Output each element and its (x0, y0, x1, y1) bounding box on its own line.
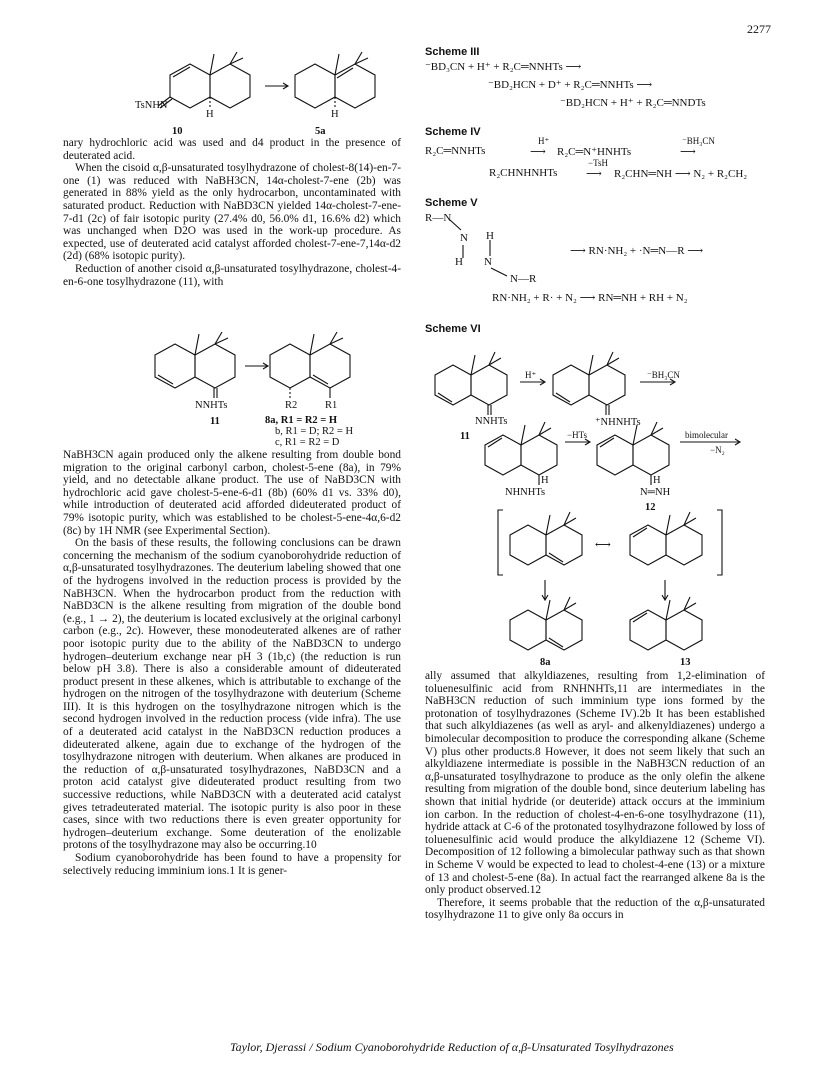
scheme-5-bonds (425, 210, 505, 290)
legend-8b: b, R1 = D; R2 = H (275, 426, 354, 437)
scheme-4-arrow3: ⟶ (586, 168, 602, 180)
scheme-6-label-8a: 8a (540, 657, 551, 668)
page-number: 2277 (747, 22, 771, 36)
paragraph-text: When the cisoid α,β-unsaturated tosylhydrazone of cholest-8(14)-en-7-one (1) was reduced with NaBH3CN, 14α-cholest-7-ene (2b) was generated in 88% yield as the only hydrocarbon, uncontaminated with saturated product. Reduction with NaBD3CN yielded 14α-cholest-7-ene-7-d1 (2c) of fair isotopic purity (27.4% d0, 56.0% d1, 16.6% d2) which was unchanged when D2O was used in the work-up procedure. As expected, use of deuterated acid catalyst afforded cholest-7-ene-7,14α-d2 (2d) (68% isotopic purity). (63, 162, 401, 263)
scheme-4-eq2-b: R₂CHN═NH ⟶ N₂ + R₂CH₂ (614, 168, 748, 180)
scheme-6-minus-hts: −HTs (567, 430, 587, 440)
scheme-4-eq1-a: R₂C═NNHTs (425, 145, 486, 157)
scheme-5-bottom: RN·NH₂ + R· + N₂ ⟶ RN═NH + RH + N₂ (492, 292, 688, 304)
scheme-3-eq1: ⁻BD₃CN + H⁺ + R₂C═NNHTs ⟶ (425, 61, 582, 73)
scheme-4-eq1-b: R₂C═N⁺HNHTs (557, 146, 632, 158)
scheme-6-label-11: 11 (460, 431, 470, 442)
scheme-4-arrow1: ⟶ (530, 146, 546, 158)
h-label-right: H (331, 109, 339, 120)
scheme-6-n-nh: N═NH (640, 487, 671, 498)
scheme-6-structures-svg (425, 330, 765, 670)
scheme-6-h-b: H (653, 475, 661, 486)
scheme-5-arrow-text: ⟶ RN·NH₂ + ·N═N—R ⟶ (570, 245, 704, 257)
scheme-6-minus-n2: −N₂ (710, 445, 725, 455)
compound-label-10: 10 (172, 126, 183, 137)
scheme-6-title: Scheme VI (425, 323, 481, 335)
scheme-4-arrow2: ⟶ (680, 146, 696, 158)
scheme-5-nr: N—R (510, 273, 537, 285)
paragraph-text: Reduction of another cisoid α,β-unsaturated tosylhydrazone, cholest-4-en-6-one tosylhydrazone (11), with (63, 262, 401, 288)
scheme-6-label-12: 12 (645, 502, 656, 513)
h-label-left: H (206, 109, 214, 120)
legend-8c: c, R1 = R2 = D (275, 437, 340, 448)
scheme-6-label-13: 13 (680, 657, 691, 668)
paragraph-text: Therefore, it seems probable that the reduction of the α,β-unsaturated tosylhydrazone 11 to give only 8a occurs in (425, 896, 765, 922)
structure-figure-middle (140, 320, 370, 448)
tsnhn-label: TsNHN (135, 100, 168, 111)
paragraph-text: NaBH3CN again produced only the alkene resulting from double bond migration to the original carbonyl carbon, cholest-5-ene (8a), in 79% yield, and no detectable alkane product. The use of NaBD3CN with hydrochloric acid gave cholest-5-ene-6-d1 (8b) (60% d1 vs. 33% d0), while introduction of deuterated acid afforded dideuterated product of 79% isotopic purity, which was established to be cholest-5-ene-4α,6-d2 (8c) by 1H NMR (see Experimental Section). (63, 449, 401, 537)
paragraph-text: nary hydrochloric acid was used and d4 product in the presence of deuterated acid. (63, 137, 401, 162)
paragraph-text: On the basis of these results, the following conclusions can be drawn concerning the mechanism of the sodium cyanoborohydride reduction of α,β-unsaturated tosylhydrazones. The deuterium labeling showed that one of the hydrogens involved in the reduction process is provided by the NaBH3CN. When the hydrocarbon product from the reduction with NaBD3CN is the alkene resulting from migration of the double bond (e.g., 1 → 2), the deuterium is located exclusively at the original carbonyl carbon (e.g., 2c). However, these monodeuterated alkenes are of rather poor isotopic purity due to the ability of the NaBD3CN to undergo hydrogen–deuterium exchange near pH 3 (1b,c) (the reduction is run below pH 3.8). There is also a considerable amount of dideuterated product present in these alkenes, which is attributable to exchange of the hydrogen on the nitrogen of the tosylhydrazone with deuterium (Scheme III). It is this hydrogen on the tosylhydrazone nitrogen which is the second hydrogen involved in the reduction process (vide infra). The use of a deuterated acid catalyst in the NaBD3CN reduction produces a dideuterated alkene, again due to exchange of the hydrogen of the tosylhydrazone nitrogen with deuterium. When alkanes are produced in the reduction of α,β-unsaturated tosylhydrazones, NaBD3CN and a proton acid catalyst give dideuterated product resulting from two successive reductions, while NaBD3CN with a deuterated acid catalyst gives tetradeuterated material. The isotopic purity is also poor in these cases, since with two reductions there is even greater opportunity for hydrogen–deuterium exchange. Some deuteration of the enolizable protons of the tosylhydrazone may also be occurring.10 (63, 537, 401, 852)
scheme-3-eq2: ⁻BD₂HCN + D⁺ + R₂C═NNHTs ⟶ (488, 79, 653, 91)
scheme-6-bimolecular: bimolecular (685, 430, 728, 440)
scheme-3-eq3: ⁻BD₂HCN + H⁺ + R₂C═NNDTs (560, 97, 706, 109)
left-paragraph-block-1 (63, 137, 401, 288)
scheme-5-title: Scheme V (425, 197, 478, 209)
compound-label-5a: 5a (315, 126, 326, 137)
running-footer: Taylor, Djerassi / Sodium Cyanoborohydride Reduction of α,β-Unsaturated Tosylhydrazones (230, 1040, 674, 1054)
r2-label: R2 (285, 400, 298, 411)
scheme-4-over2: ⁻BH₃CN (682, 136, 715, 146)
paragraph-text: Sodium cyanoborohydride has been found to have a propensity for selectively reducing imminium ions.1 It is gener- (63, 852, 401, 877)
scheme-6-nhnhts: NHNHTs (505, 487, 546, 498)
scheme-4-over1: H⁺ (538, 136, 550, 146)
right-paragraph-block (425, 670, 765, 922)
scheme-6-figure (425, 330, 765, 670)
paragraph-text: ally assumed that alkyldiazenes, resulting from 1,2-elimination of toluenesulfinic acid from RNHNHTs,11 are intermediates in the NaBH3CN reduction of such imminium type ions formed by the protonation of tosylhydrazones (Scheme IV).2b It has been established that such alkyldiazenes (as well as aryl- and alkenyldiazenes) undergo a bimolecular decomposition to produce the corresponding alkane (Scheme V) plus other products.8 However, it does not seem likely that such an alkyldiazene intermediate is possible in the NaBH3CN reduction of an α,β-unsaturated tosylhydrazone to produce as the only olefin the alkene resulting from migration of the double bond, since deuterium labeling has shown that initial hydride (or deuteride) attack occurs at the imminium ion carbon. In the reduction of cholest-4-en-6-one tosylhydrazone (11), hydride attack at C-6 of the protonated tosylhydrazone followed by loss of toluenesulfinic acid would produce the alkyldiazene 12 (Scheme VI). Decomposition of 12 following a bimolecular pathway such as that shown in Scheme V would be expected to lead to cholest-4-ene (13) or a mixture of 13 and cholest-5-ene (8a). In actual fact the rearranged alkene 8a is the only product observed.12 (425, 670, 765, 897)
scheme-5-rn: R—N (425, 212, 452, 224)
nnhts-label: NNHTs (195, 400, 228, 411)
scheme-3-title: Scheme III (425, 46, 480, 58)
compound-label-11: 11 (210, 416, 220, 427)
scheme-6-plus-nhnhts: ⁺NHNHTs (595, 417, 641, 428)
left-paragraph-block-2 (63, 449, 401, 877)
scheme-5-n2: N (484, 256, 492, 268)
scheme-5-n: N (460, 232, 468, 244)
r1-label: R1 (325, 400, 338, 411)
scheme-4-title: Scheme IV (425, 126, 481, 138)
steroid-structures-svg (110, 40, 380, 135)
structure-figure-top (110, 40, 380, 135)
scheme-5-h2: H (455, 256, 463, 268)
scheme-6-bh3cn: ⁻BH₃CN (647, 370, 680, 380)
svg-text:⟷: ⟷ (595, 539, 611, 551)
scheme-4-over3: −TsH (588, 158, 608, 168)
scheme-6-h-plus: H⁺ (525, 370, 537, 380)
legend-8a: 8a, R1 = R2 = H (265, 415, 338, 426)
scheme-6-h-a: H (541, 475, 549, 486)
scheme-6-nnhts: NNHTs (475, 416, 508, 427)
scheme-4-eq2-a: R₂CHNHNHTs (489, 167, 558, 179)
scheme-5-h1: H (486, 230, 494, 242)
